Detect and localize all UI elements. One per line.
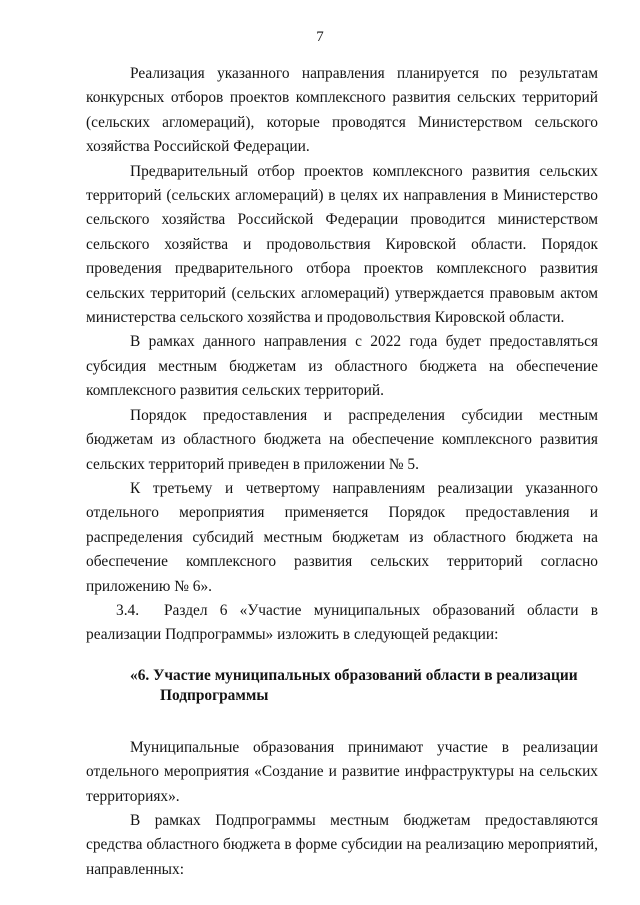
paragraph: В рамках данного направления с 2022 года будет предоставляться субсидия местным бюджетам из областного бюджета на обеспечение комплексного развития сельских территорий. — [86, 333, 598, 400]
paragraph: Порядок предоставления и распределения субсидии местным бюджетам из областного бюджета на обеспечение комплексного развития сельских территорий приведен в приложении № 5. — [86, 406, 598, 473]
paragraph: Предварительный отбор проектов комплексного развития сельских территорий (сельских агломераций) в целях их направления в Министерство сельского хозяйства Российской Федерации проводится министерством сельского хозяйства и продовольствия Кировской области. Порядок проведения предварительного отбора проектов комплексного развития сельских территорий (сельских агломераций) утверждается правовым актом министерства сельского хозяйства и продовольствия Кировской области. — [86, 162, 598, 327]
paragraph: Реализация указанного направления планируется по результатам конкурсных отборов проектов комплексного развития сельских территорий (сельских агломераций), которые проводятся Министерством сельского хозяйства Российской Федерации. — [86, 65, 598, 156]
section-heading — [86, 666, 598, 706]
paragraph: Муниципальные образования принимают участие в реализации отдельного мероприятия «Создание и развитие инфраструктуры на сельских территориях». — [86, 738, 598, 805]
page-number: 7 — [316, 29, 324, 45]
paragraph: К третьему и четвертому направлениям реализации указанного отдельного мероприятия применяется Порядок предоставления и распределения субсидий местным бюджетам из областного бюджета на обеспечение комплексного развития сельских территорий согласно приложению № 6». — [86, 479, 598, 595]
numbered-item — [86, 599, 598, 648]
item-text: Раздел 6 «Участие муниципальных образований области в реализации Подпрограммы» изложить в следующей редакции: — [86, 601, 598, 644]
paragraph: В рамках Подпрограммы местным бюджетам предоставляются средства областного бюджета в форме субсидии на реализацию мероприятий, направленных: — [86, 811, 598, 878]
heading-line-2: Подпрограммы — [160, 686, 269, 704]
document-body — [86, 62, 598, 882]
heading-line-1: «6. Участие муниципальных образований области в реализации — [130, 666, 578, 684]
item-number: 3.4. — [116, 601, 140, 619]
